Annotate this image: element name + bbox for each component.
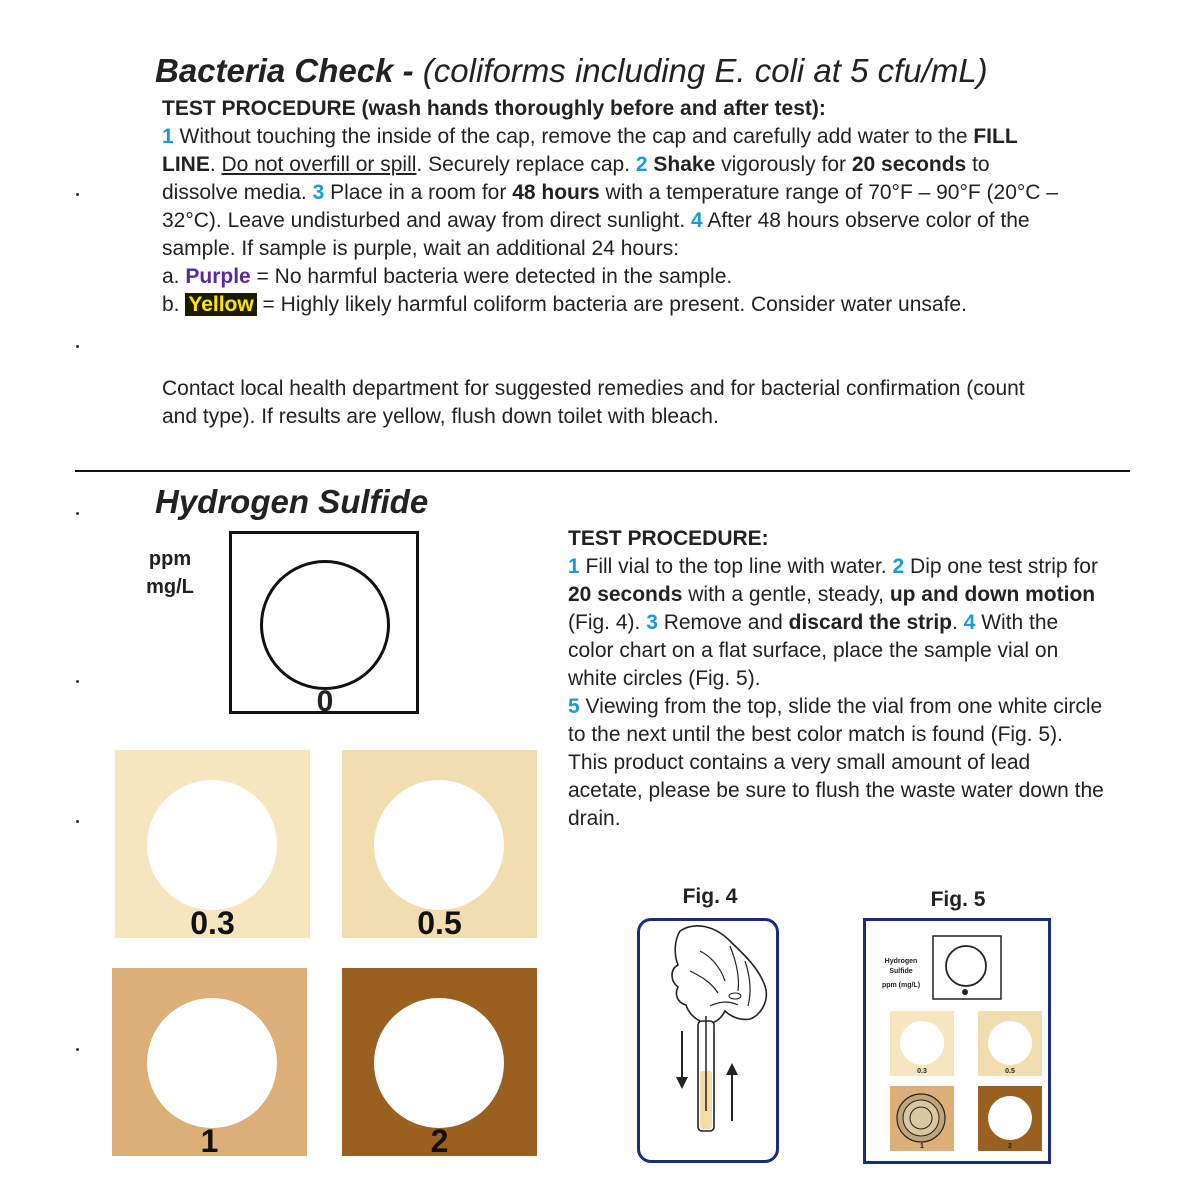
bacteria-steps xyxy=(162,123,1062,263)
bacteria-procedure xyxy=(162,95,1062,319)
step-number: 3 xyxy=(312,181,325,204)
swatch-hole xyxy=(147,780,277,910)
fig4-caption: Fig. 4 xyxy=(682,885,738,908)
bacteria-title-rest: (coliforms including E. coli at 5 cfu/mL) xyxy=(413,52,988,89)
swatch-hole xyxy=(374,780,504,910)
fill-line-text: FILL LINE xyxy=(162,125,1018,176)
margin-dot xyxy=(76,193,79,196)
h2s-step-5 xyxy=(568,693,1108,833)
step-text: Fill vial to the top line with water. xyxy=(579,555,893,578)
step-text: Without touching the inside of the cap, remove the cap and carefully add water to the xyxy=(173,125,974,148)
result-text: = Highly likely harmful coliform bacteria are present. Consider water unsafe. xyxy=(256,293,967,316)
step-text: With the color chart on a flat surface, place the sample vial on white circles (Fig. 5). xyxy=(568,611,1059,690)
fig5-mini-label-2: Sulfide xyxy=(889,968,913,975)
fig5-mini-label-1: Hydrogen xyxy=(884,958,918,965)
fig5-mini-level: 0.5 xyxy=(1005,1068,1015,1075)
swatch-label: 2 xyxy=(430,1123,449,1159)
step-text: vigorously for xyxy=(715,153,852,176)
result-text: = No harmful bacteria were detected in the sample. xyxy=(250,265,733,288)
step-text: . Securely replace cap. xyxy=(416,153,636,176)
swatch-0-3 xyxy=(115,750,310,941)
fig5-illustration xyxy=(863,918,1051,1164)
step-number: 1 xyxy=(568,555,580,578)
swatch-1 xyxy=(112,968,307,1159)
step-text: After 48 hours observe color of the sample. If sample is purple, wait an additional 24 hours: xyxy=(162,209,1030,260)
unit-mgl: mg/L xyxy=(146,576,194,598)
step-bold: 48 hours xyxy=(512,181,600,204)
result-purple-label: Purple xyxy=(185,265,251,288)
step-bold: 20 seconds xyxy=(851,153,967,176)
margin-dot xyxy=(76,1048,79,1051)
section-divider xyxy=(75,470,1130,472)
result-yellow-label: Yellow xyxy=(185,293,256,316)
unit-ppm: ppm xyxy=(148,548,192,570)
bacteria-title xyxy=(155,52,988,90)
swatch-hole xyxy=(147,998,277,1128)
result-purple xyxy=(162,263,1062,291)
step-number: 2 xyxy=(635,153,648,176)
step-text: Dip one test strip for xyxy=(904,555,1098,578)
step-bold: discard the strip xyxy=(788,611,953,634)
step-number: 1 xyxy=(162,125,174,148)
no-overfill-text: Do not overfill or spill xyxy=(221,153,417,176)
step-text: with a temperature range of 70°F – 90°F (20°C – 32°C). Leave undisturbed and away from direct sunlight. xyxy=(162,181,1058,232)
margin-dot xyxy=(76,345,79,348)
fig5-mini-label-3: ppm (mg/L) xyxy=(881,982,921,989)
step-number: 4 xyxy=(963,611,976,634)
h2s-title: Hydrogen Sulfide xyxy=(155,483,429,520)
bacteria-procedure-heading: TEST PROCEDURE (wash hands thoroughly before and after test): xyxy=(162,97,826,120)
step-bold: up and down motion xyxy=(889,583,1096,606)
h2s-procedure-heading: TEST PROCEDURE: xyxy=(568,527,769,550)
step-number: 3 xyxy=(646,611,658,634)
step-text: Viewing from the top, slide the vial from one white circle to the next until the best color match is found (Fig. 5). This product contains a very small amount of lead acetate, please be sure to flush the waste water down the drain. xyxy=(568,695,1104,830)
bacteria-contact-text: Contact local health department for suggested remedies and for bacterial confirmation (count and type). If results are yellow, flush down toilet with bleach. xyxy=(162,377,1025,428)
swatch-2 xyxy=(342,968,537,1159)
swatch-label: 0.3 xyxy=(190,905,235,941)
step-bold: 20 seconds xyxy=(568,583,683,606)
unit-label xyxy=(140,545,200,601)
result-prefix: b. xyxy=(162,293,186,316)
step-text: with a gentle, steady, xyxy=(682,583,890,606)
step-number: 4 xyxy=(691,209,703,232)
swatch-label: 1 xyxy=(200,1123,219,1159)
dipping-hand-icon xyxy=(640,921,776,1160)
margin-dot xyxy=(76,680,79,683)
step-text: . xyxy=(209,153,222,176)
fig5-mini-level: 2 xyxy=(1008,1143,1012,1150)
fig4-illustration xyxy=(637,918,779,1163)
step-bold: Shake xyxy=(647,153,716,176)
step-text: . xyxy=(952,611,964,634)
step-number: 5 xyxy=(568,695,580,718)
fig5-mini-level: 0.3 xyxy=(917,1068,927,1075)
swatch-0-circle xyxy=(260,560,390,690)
step-text: Place in a room for xyxy=(324,181,513,204)
mini-color-chart-icon xyxy=(866,921,1048,1161)
step-number: 2 xyxy=(892,555,905,578)
step-text: (Fig. 4). xyxy=(568,611,647,634)
bacteria-title-bold: Bacteria Check - xyxy=(155,52,414,89)
swatch-label: 0.5 xyxy=(417,905,462,941)
h2s-procedure xyxy=(568,525,1108,833)
result-yellow xyxy=(162,291,1062,319)
step-text: to dissolve media. xyxy=(162,153,990,204)
step-text: Remove and xyxy=(657,611,789,634)
fig5-mini-level: 1 xyxy=(920,1143,924,1150)
swatch-hole xyxy=(374,998,504,1128)
swatch-0-label: 0 xyxy=(316,685,334,718)
fig5-caption: Fig. 5 xyxy=(930,888,986,911)
h2s-steps xyxy=(568,553,1108,693)
margin-dot xyxy=(76,512,79,515)
margin-dot xyxy=(76,820,79,823)
swatch-0-5 xyxy=(342,750,537,941)
result-prefix: a. xyxy=(162,265,186,288)
